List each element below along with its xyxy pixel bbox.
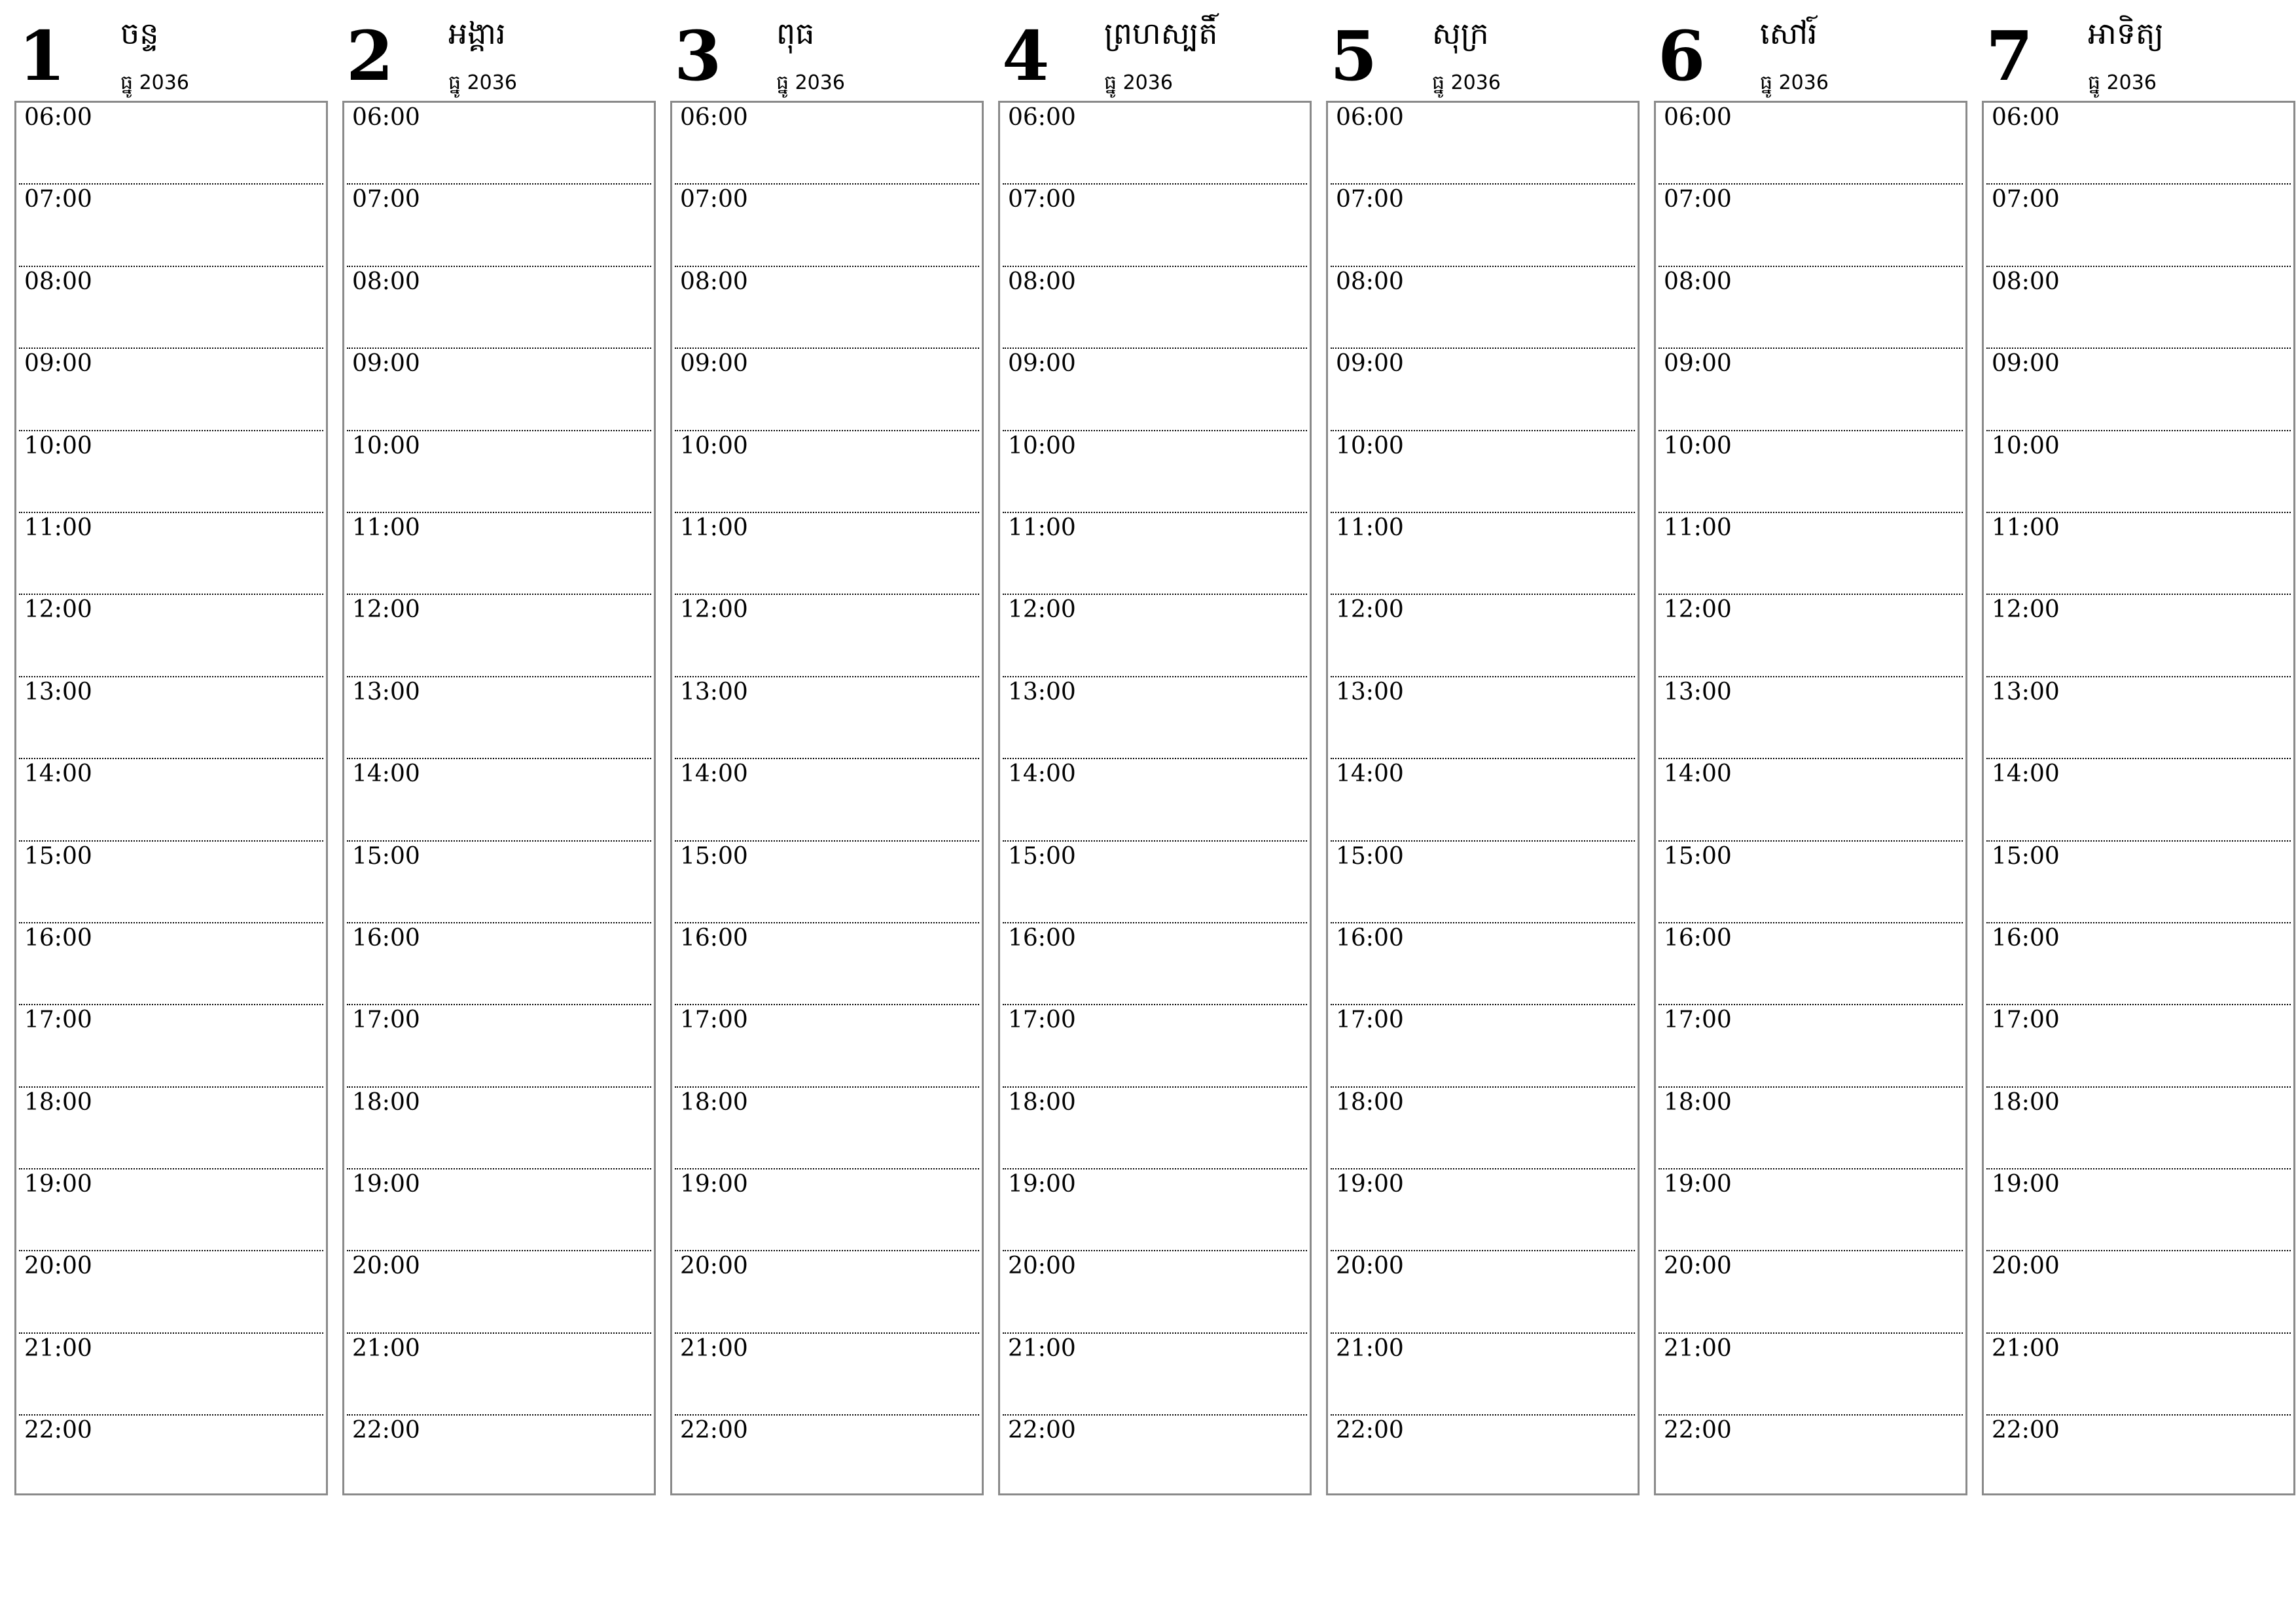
time-slot-label: 09:00 (680, 350, 748, 378)
time-slot-label: 19:00 (1664, 1171, 1732, 1198)
time-slot-label: 22:00 (680, 1417, 748, 1444)
time-slot[interactable] (1659, 1334, 1963, 1416)
time-slot-label: 18:00 (1336, 1088, 1404, 1116)
time-slot-label: 18:00 (24, 1088, 92, 1116)
time-slot-label: 21:00 (1992, 1334, 2060, 1362)
time-slot[interactable] (675, 1169, 979, 1251)
day-schedule-box (670, 101, 984, 1495)
time-slot[interactable] (1331, 349, 1635, 431)
day-column (998, 16, 1312, 1495)
time-slot[interactable] (1986, 759, 2291, 841)
day-schedule-box (1654, 101, 1967, 1495)
day-name: សុក្រ (1432, 16, 1489, 51)
time-slot[interactable] (1659, 349, 1963, 431)
time-slot[interactable] (675, 1088, 979, 1169)
month-year-label: ធ្នូ 2036 (1432, 71, 1501, 94)
time-slot-label: 10:00 (352, 432, 420, 459)
time-slot[interactable] (19, 595, 323, 677)
day-column (14, 16, 328, 1495)
time-slot[interactable] (675, 431, 979, 513)
time-slot-label: 08:00 (1008, 268, 1076, 295)
day-number: 4 (1002, 16, 1050, 96)
time-slot[interactable] (1659, 1005, 1963, 1087)
time-slot-label: 13:00 (1992, 678, 2060, 705)
time-slot-label: 10:00 (1008, 432, 1076, 459)
time-slot-label: 17:00 (1664, 1007, 1732, 1034)
time-slot-label: 22:00 (1336, 1417, 1404, 1444)
time-slot[interactable] (19, 1416, 323, 1495)
time-slot[interactable] (1659, 267, 1963, 349)
time-slot-label: 12:00 (1008, 596, 1076, 624)
time-slot-label: 21:00 (1008, 1334, 1076, 1362)
time-slot-label: 16:00 (680, 924, 748, 952)
weekly-planner (14, 16, 2292, 1495)
time-slot[interactable] (1986, 349, 2291, 431)
time-slot-label: 16:00 (1336, 924, 1404, 952)
time-slot[interactable] (347, 1251, 651, 1333)
day-header (670, 16, 984, 101)
time-slot-label: 15:00 (680, 842, 748, 870)
day-number: 6 (1658, 16, 1706, 96)
time-slot[interactable] (19, 923, 323, 1005)
time-slot[interactable] (1986, 103, 2291, 185)
time-slot[interactable] (1003, 349, 1307, 431)
time-slot[interactable] (1331, 267, 1635, 349)
time-slot[interactable] (675, 349, 979, 431)
time-slot-label: 18:00 (1992, 1088, 2060, 1116)
time-slot[interactable] (1659, 1088, 1963, 1169)
day-schedule-box (342, 101, 656, 1495)
time-slot-label: 13:00 (1336, 678, 1404, 705)
time-slot-label: 11:00 (1336, 514, 1404, 541)
time-slot-label: 16:00 (1664, 924, 1732, 952)
time-slot-label: 08:00 (352, 268, 420, 295)
time-slot[interactable] (1003, 1005, 1307, 1087)
time-slot[interactable] (675, 103, 979, 185)
time-slot-label: 22:00 (1008, 1417, 1076, 1444)
day-column (1982, 16, 2295, 1495)
time-slot-label: 17:00 (24, 1007, 92, 1034)
time-slot[interactable] (347, 1416, 651, 1495)
time-slot[interactable] (1986, 1416, 2291, 1495)
time-slot[interactable] (19, 842, 323, 923)
time-slot[interactable] (1331, 1088, 1635, 1169)
time-slot-label: 11:00 (352, 514, 420, 541)
time-slot-label: 15:00 (1664, 842, 1732, 870)
time-slot[interactable] (1331, 513, 1635, 595)
time-slot[interactable] (1331, 923, 1635, 1005)
time-slot-label: 06:00 (24, 104, 92, 131)
time-slot-label: 19:00 (1008, 1171, 1076, 1198)
day-name: អង្គារ (448, 16, 506, 51)
time-slot-label: 16:00 (1992, 924, 2060, 952)
time-slot[interactable] (19, 1005, 323, 1087)
month-year-label: ធ្នូ 2036 (2088, 71, 2157, 94)
day-name: ពុធ (776, 16, 815, 51)
time-slot[interactable] (19, 677, 323, 759)
time-slot[interactable] (19, 349, 323, 431)
time-slot[interactable] (1659, 1251, 1963, 1333)
time-slot[interactable] (675, 185, 979, 266)
time-slot[interactable] (347, 1088, 651, 1169)
time-slot[interactable] (1659, 513, 1963, 595)
time-slot-label: 19:00 (352, 1171, 420, 1198)
time-slot-label: 11:00 (1664, 514, 1732, 541)
day-header (14, 16, 328, 101)
time-slot-label: 20:00 (24, 1253, 92, 1280)
month-year-label: ធ្នូ 2036 (1104, 71, 1173, 94)
time-slot[interactable] (1003, 185, 1307, 266)
time-slot-label: 08:00 (1336, 268, 1404, 295)
time-slot[interactable] (19, 1251, 323, 1333)
time-slot-label: 10:00 (24, 432, 92, 459)
time-slot[interactable] (1003, 595, 1307, 677)
time-slot[interactable] (675, 1251, 979, 1333)
time-slot[interactable] (1659, 431, 1963, 513)
time-slot-label: 12:00 (1664, 596, 1732, 624)
time-slot[interactable] (1003, 759, 1307, 841)
time-slot[interactable] (347, 349, 651, 431)
time-slot[interactable] (1986, 923, 2291, 1005)
time-slot-label: 13:00 (24, 678, 92, 705)
time-slot[interactable] (19, 267, 323, 349)
time-slot[interactable] (1003, 1251, 1307, 1333)
time-slot[interactable] (1331, 103, 1635, 185)
time-slot[interactable] (1986, 842, 2291, 923)
time-slot-label: 10:00 (1992, 432, 2060, 459)
day-name: អាទិត្យ (2088, 16, 2164, 51)
time-slot-label: 08:00 (24, 268, 92, 295)
time-slot[interactable] (1003, 677, 1307, 759)
time-slot-label: 20:00 (680, 1253, 748, 1280)
time-slot-label: 07:00 (1008, 186, 1076, 213)
day-name: ចន្ទ (120, 16, 159, 51)
time-slot[interactable] (675, 1416, 979, 1495)
time-slot-label: 06:00 (1336, 104, 1404, 131)
time-slot[interactable] (347, 842, 651, 923)
time-slot[interactable] (1003, 1334, 1307, 1416)
time-slot-label: 20:00 (1336, 1253, 1404, 1280)
time-slot[interactable] (1659, 759, 1963, 841)
time-slot[interactable] (347, 759, 651, 841)
time-slot[interactable] (1331, 595, 1635, 677)
day-schedule-box (998, 101, 1312, 1495)
time-slot-label: 20:00 (352, 1253, 420, 1280)
time-slot-label: 12:00 (1992, 596, 2060, 624)
time-slot-label: 15:00 (1992, 842, 2060, 870)
time-slot[interactable] (1986, 513, 2291, 595)
time-slot-label: 09:00 (1664, 350, 1732, 378)
time-slot-label: 20:00 (1992, 1253, 2060, 1280)
time-slot-label: 07:00 (24, 186, 92, 213)
day-schedule-box (14, 101, 328, 1495)
time-slot[interactable] (1331, 842, 1635, 923)
time-slot[interactable] (19, 185, 323, 266)
time-slot[interactable] (1331, 759, 1635, 841)
time-slot-label: 13:00 (1664, 678, 1732, 705)
time-slot[interactable] (1331, 1334, 1635, 1416)
time-slot-label: 11:00 (1008, 514, 1076, 541)
time-slot[interactable] (1003, 1416, 1307, 1495)
time-slot-label: 18:00 (680, 1088, 748, 1116)
time-slot[interactable] (347, 267, 651, 349)
time-slot[interactable] (347, 431, 651, 513)
time-slot[interactable] (675, 759, 979, 841)
time-slot-label: 19:00 (680, 1171, 748, 1198)
time-slot[interactable] (1986, 1251, 2291, 1333)
time-slot[interactable] (1659, 923, 1963, 1005)
time-slot-label: 14:00 (1336, 760, 1404, 788)
time-slot-label: 22:00 (1664, 1417, 1732, 1444)
time-slot-label: 21:00 (24, 1334, 92, 1362)
time-slot-label: 14:00 (1008, 760, 1076, 788)
day-header (342, 16, 656, 101)
time-slot-label: 14:00 (1992, 760, 2060, 788)
time-slot-label: 09:00 (1336, 350, 1404, 378)
time-slot[interactable] (1331, 1005, 1635, 1087)
month-year-label: ធ្នូ 2036 (776, 71, 845, 94)
time-slot[interactable] (1986, 1005, 2291, 1087)
time-slot[interactable] (347, 1334, 651, 1416)
time-slot-label: 17:00 (680, 1007, 748, 1034)
time-slot[interactable] (347, 513, 651, 595)
time-slot[interactable] (675, 267, 979, 349)
time-slot[interactable] (1986, 595, 2291, 677)
month-year-label: ធ្នូ 2036 (120, 71, 189, 94)
time-slot[interactable] (1003, 267, 1307, 349)
time-slot[interactable] (1659, 185, 1963, 266)
time-slot[interactable] (1003, 431, 1307, 513)
time-slot[interactable] (1659, 842, 1963, 923)
time-slot-label: 07:00 (1664, 186, 1732, 213)
time-slot-label: 07:00 (1992, 186, 2060, 213)
time-slot[interactable] (19, 1088, 323, 1169)
time-slot-label: 20:00 (1664, 1253, 1732, 1280)
day-name: ព្រហស្បតិ៍ (1104, 16, 1218, 51)
time-slot[interactable] (19, 1169, 323, 1251)
time-slot[interactable] (1003, 1169, 1307, 1251)
time-slot[interactable] (347, 103, 651, 185)
time-slot-label: 17:00 (1992, 1007, 2060, 1034)
time-slot-label: 09:00 (24, 350, 92, 378)
time-slot-label: 18:00 (1008, 1088, 1076, 1116)
time-slot-label: 08:00 (680, 268, 748, 295)
time-slot[interactable] (675, 842, 979, 923)
time-slot[interactable] (19, 513, 323, 595)
day-name: សៅរ៍ (1760, 16, 1818, 51)
time-slot-label: 18:00 (352, 1088, 420, 1116)
time-slot-label: 16:00 (24, 924, 92, 952)
time-slot-label: 19:00 (1336, 1171, 1404, 1198)
time-slot-label: 14:00 (680, 760, 748, 788)
day-number: 3 (674, 16, 722, 96)
time-slot[interactable] (19, 431, 323, 513)
time-slot-label: 18:00 (1664, 1088, 1732, 1116)
time-slot[interactable] (347, 1169, 651, 1251)
time-slot-label: 13:00 (680, 678, 748, 705)
time-slot-label: 16:00 (1008, 924, 1076, 952)
time-slot[interactable] (347, 595, 651, 677)
time-slot-label: 22:00 (24, 1417, 92, 1444)
time-slot-label: 08:00 (1664, 268, 1732, 295)
time-slot[interactable] (1659, 1416, 1963, 1495)
time-slot-label: 14:00 (1664, 760, 1732, 788)
time-slot-label: 19:00 (24, 1171, 92, 1198)
time-slot[interactable] (675, 595, 979, 677)
day-number: 2 (346, 16, 394, 96)
time-slot-label: 21:00 (1664, 1334, 1732, 1362)
time-slot[interactable] (1986, 1169, 2291, 1251)
time-slot-label: 09:00 (1008, 350, 1076, 378)
time-slot-label: 12:00 (680, 596, 748, 624)
time-slot[interactable] (347, 185, 651, 266)
time-slot-label: 17:00 (1008, 1007, 1076, 1034)
time-slot-label: 14:00 (24, 760, 92, 788)
time-slot-label: 11:00 (24, 514, 92, 541)
time-slot-label: 07:00 (680, 186, 748, 213)
time-slot-label: 14:00 (352, 760, 420, 788)
time-slot-label: 13:00 (1008, 678, 1076, 705)
time-slot-label: 17:00 (352, 1007, 420, 1034)
month-year-label: ធ្នូ 2036 (448, 71, 517, 94)
day-schedule-box (1982, 101, 2295, 1495)
time-slot-label: 22:00 (1992, 1417, 2060, 1444)
time-slot-label: 06:00 (1664, 104, 1732, 131)
time-slot-label: 16:00 (352, 924, 420, 952)
day-column (1654, 16, 1967, 1495)
time-slot-label: 06:00 (352, 104, 420, 131)
day-number: 7 (1986, 16, 2034, 96)
day-header (1654, 16, 1967, 101)
time-slot-label: 10:00 (1664, 432, 1732, 459)
time-slot-label: 15:00 (1336, 842, 1404, 870)
time-slot-label: 08:00 (1992, 268, 2060, 295)
time-slot[interactable] (1986, 431, 2291, 513)
time-slot[interactable] (675, 923, 979, 1005)
time-slot[interactable] (675, 677, 979, 759)
time-slot[interactable] (1003, 923, 1307, 1005)
time-slot[interactable] (1986, 267, 2291, 349)
time-slot[interactable] (1331, 1251, 1635, 1333)
time-slot-label: 19:00 (1992, 1171, 2060, 1198)
day-schedule-box (1326, 101, 1640, 1495)
time-slot[interactable] (1986, 185, 2291, 266)
time-slot[interactable] (675, 1334, 979, 1416)
time-slot[interactable] (1331, 1169, 1635, 1251)
month-year-label: ធ្នូ 2036 (1760, 71, 1829, 94)
time-slot-label: 10:00 (680, 432, 748, 459)
time-slot[interactable] (1986, 1334, 2291, 1416)
time-slot-label: 22:00 (352, 1417, 420, 1444)
day-column (342, 16, 656, 1495)
day-header (998, 16, 1312, 101)
time-slot[interactable] (1331, 677, 1635, 759)
time-slot[interactable] (347, 923, 651, 1005)
time-slot[interactable] (1986, 1088, 2291, 1169)
time-slot-label: 20:00 (1008, 1253, 1076, 1280)
time-slot-label: 17:00 (1336, 1007, 1404, 1034)
day-header (1326, 16, 1640, 101)
time-slot[interactable] (347, 1005, 651, 1087)
day-number: 1 (18, 16, 66, 96)
time-slot-label: 11:00 (680, 514, 748, 541)
time-slot-label: 15:00 (24, 842, 92, 870)
time-slot[interactable] (1659, 103, 1963, 185)
time-slot-label: 13:00 (352, 678, 420, 705)
time-slot-label: 21:00 (1336, 1334, 1404, 1362)
time-slot[interactable] (1986, 677, 2291, 759)
day-column (1326, 16, 1640, 1495)
time-slot-label: 07:00 (352, 186, 420, 213)
time-slot[interactable] (19, 759, 323, 841)
time-slot[interactable] (675, 1005, 979, 1087)
time-slot-label: 12:00 (24, 596, 92, 624)
time-slot[interactable] (1331, 431, 1635, 513)
time-slot-label: 09:00 (352, 350, 420, 378)
time-slot[interactable] (1659, 677, 1963, 759)
time-slot-label: 15:00 (1008, 842, 1076, 870)
time-slot-label: 11:00 (1992, 514, 2060, 541)
time-slot-label: 10:00 (1336, 432, 1404, 459)
time-slot-label: 21:00 (352, 1334, 420, 1362)
time-slot[interactable] (1331, 185, 1635, 266)
time-slot-label: 12:00 (1336, 596, 1404, 624)
time-slot-label: 21:00 (680, 1334, 748, 1362)
time-slot-label: 15:00 (352, 842, 420, 870)
time-slot-label: 07:00 (1336, 186, 1404, 213)
day-column (670, 16, 984, 1495)
time-slot[interactable] (19, 1334, 323, 1416)
time-slot[interactable] (1003, 1088, 1307, 1169)
time-slot[interactable] (1003, 842, 1307, 923)
day-number: 5 (1330, 16, 1378, 96)
time-slot[interactable] (1003, 103, 1307, 185)
time-slot[interactable] (1659, 1169, 1963, 1251)
time-slot[interactable] (19, 103, 323, 185)
time-slot-label: 06:00 (1008, 104, 1076, 131)
time-slot[interactable] (675, 513, 979, 595)
time-slot[interactable] (1331, 1416, 1635, 1495)
time-slot-label: 06:00 (680, 104, 748, 131)
time-slot[interactable] (347, 677, 651, 759)
time-slot-label: 06:00 (1992, 104, 2060, 131)
time-slot[interactable] (1003, 513, 1307, 595)
day-header (1982, 16, 2295, 101)
time-slot[interactable] (1659, 595, 1963, 677)
time-slot-label: 09:00 (1992, 350, 2060, 378)
time-slot-label: 12:00 (352, 596, 420, 624)
